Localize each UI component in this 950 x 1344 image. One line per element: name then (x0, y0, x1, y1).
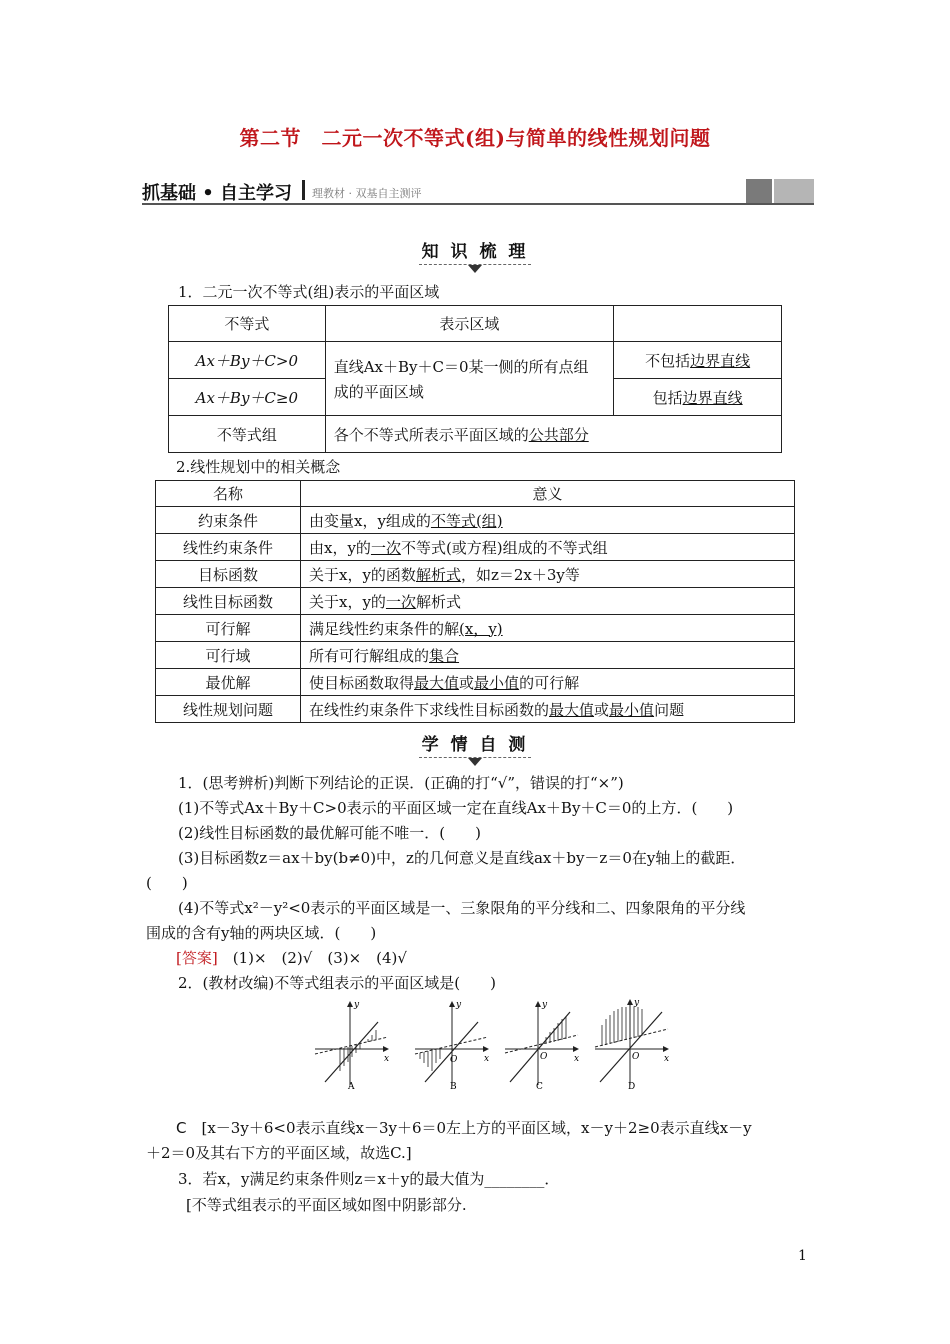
concept-name: 线性目标函数 (156, 588, 301, 615)
q2-explanation-cont: ＋2＝0及其右下方的平面区域，故选C.] (146, 1144, 412, 1162)
t1-merged-region: 直线Ax＋By＋C＝0某一侧的所有点组 成的平面区域 (325, 342, 614, 416)
q1-statement-1: (1)不等式Ax＋By＋C>0表示的平面区域一定在直线Ax＋By＋C＝0的上方．( ) (178, 799, 734, 817)
table-row (156, 507, 795, 534)
t1-row1-boundary: 不包括边界直线 (614, 342, 782, 379)
svg-text:x: x (664, 1054, 670, 1064)
q3-stem: 3．若x，y满足约束条件则z＝x＋y的最大值为________． (178, 1170, 560, 1188)
t1-row3-meaning: 各个不等式所表示平面区域的公共部分 (325, 416, 781, 453)
q1-statement-4-cont: 围成的含有y轴的两块区域．( ) (146, 924, 377, 942)
q1-statement-3-cont: ( ) (146, 874, 188, 892)
graph-b (415, 1000, 489, 1092)
concept-meaning: 关于x，y的一次解析式 (301, 588, 795, 615)
table-row (156, 642, 795, 669)
q2-figure-choices (310, 997, 670, 1096)
svg-text:y: y (634, 998, 640, 1008)
svg-text:C: C (536, 1082, 543, 1092)
q2-stem: 2．(教材改编)不等式组表示的平面区域是( ) (178, 974, 496, 992)
banner-divider (302, 180, 305, 200)
t1-header-region: 表示区域 (325, 306, 614, 342)
svg-text:B: B (450, 1082, 457, 1092)
section-heading-selftest: 学 情 自 测 (0, 730, 950, 766)
graph-c (505, 1000, 579, 1092)
svg-text:x: x (384, 1054, 390, 1064)
concept-meaning: 由x，y的一次不等式(或方程)组成的不等式组 (301, 534, 795, 561)
svg-text:O: O (540, 1052, 548, 1062)
concept-meaning: 满足线性约束条件的解(x，y) (301, 615, 795, 642)
t1-header-inequality: 不等式 (169, 306, 326, 342)
svg-text:O: O (632, 1052, 640, 1062)
banner-block-light (774, 179, 814, 203)
table-row (156, 696, 795, 723)
page-title: 第二节 二元一次不等式(组)与简单的线性规划问题 (239, 126, 711, 150)
q1-statement-3: (3)目标函数z＝ax＋by(b≠0)中，z的几何意义是直线ax＋by－z＝0在y轴上的截距． (178, 849, 746, 867)
table-row (156, 669, 795, 696)
banner-subtitle: 理教材 · 双基自主测评 (312, 187, 422, 200)
concept-name: 线性规划问题 (156, 696, 301, 723)
table-planar-regions (168, 305, 782, 453)
banner-block-dark (746, 179, 772, 203)
table-row (156, 615, 795, 642)
banner-title: 抓基础 • 自主学习 (142, 183, 293, 204)
svg-text:O: O (450, 1055, 458, 1065)
concept-name: 可行域 (156, 642, 301, 669)
concept-name: 可行解 (156, 615, 301, 642)
table-row (156, 588, 795, 615)
concept-name: 目标函数 (156, 561, 301, 588)
t1-row1-inequality: Ax＋By＋C>0 (169, 342, 326, 379)
section-banner (142, 179, 814, 205)
q1-statement-4: (4)不等式x²－y²<0表示的平面区域是一、三象限角的平分线和二、四象限角的平分线 (178, 899, 746, 917)
svg-text:y: y (354, 1000, 360, 1010)
table1-caption: 1．二元一次不等式(组)表示的平面区域 (178, 283, 440, 301)
concept-meaning: 所有可行解组成的集合 (301, 642, 795, 669)
concept-meaning: 关于x，y的函数解析式，如z＝2x＋3y等 (301, 561, 795, 588)
svg-text:y: y (542, 1000, 548, 1010)
t1-row2-boundary: 包括边界直线 (614, 379, 782, 416)
q1-statement-2: (2)线性目标函数的最优解可能不唯一．( ) (178, 824, 481, 842)
q2-explanation: C [x－3y＋6<0表示直线x－3y＋6＝0左上方的平面区域，x－y＋2≥0表示直线x－y (176, 1119, 752, 1137)
graph-a (315, 1000, 389, 1092)
table-row (156, 561, 795, 588)
t1-row3-system: 不等式组 (169, 416, 326, 453)
t1-row2-inequality: Ax＋By＋C≥0 (169, 379, 326, 416)
concept-meaning: 使目标函数取得最大值或最小值的可行解 (301, 669, 795, 696)
down-triangle-icon (468, 758, 482, 766)
page-number: 1 (798, 1248, 807, 1264)
section-heading-knowledge: 知 识 梳 理 (0, 237, 950, 273)
table-lp-concepts (155, 480, 795, 723)
graph-d (595, 998, 669, 1092)
t1-header-empty (614, 306, 782, 342)
down-triangle-icon (468, 265, 482, 273)
t2-header-meaning: 意义 (301, 481, 795, 507)
svg-text:x: x (574, 1054, 580, 1064)
svg-text:y: y (456, 1000, 462, 1010)
q3-explanation: [不等式组表示的平面区域如图中阴影部分. (186, 1196, 467, 1214)
table-row (156, 534, 795, 561)
svg-text:x: x (484, 1054, 490, 1064)
concept-meaning: 由变量x，y组成的不等式(组) (301, 507, 795, 534)
answer-tag: [答案] (176, 949, 218, 967)
t2-header-name: 名称 (156, 481, 301, 507)
region-graphs (310, 997, 670, 1092)
q1-stem: 1．(思考辨析)判断下列结论的正误．(正确的打“√”，错误的打“×”) (178, 774, 624, 792)
table2-caption: 2.线性规划中的相关概念 (176, 458, 341, 476)
concept-name: 最优解 (156, 669, 301, 696)
concept-meaning: 在线性约束条件下求线性目标函数的最大值或最小值问题 (301, 696, 795, 723)
svg-text:A: A (348, 1082, 355, 1092)
concept-name: 约束条件 (156, 507, 301, 534)
svg-text:D: D (628, 1082, 636, 1092)
q1-answer: [答案] (1)× (2)√ (3)× (4)√ (176, 949, 407, 967)
concept-name: 线性约束条件 (156, 534, 301, 561)
